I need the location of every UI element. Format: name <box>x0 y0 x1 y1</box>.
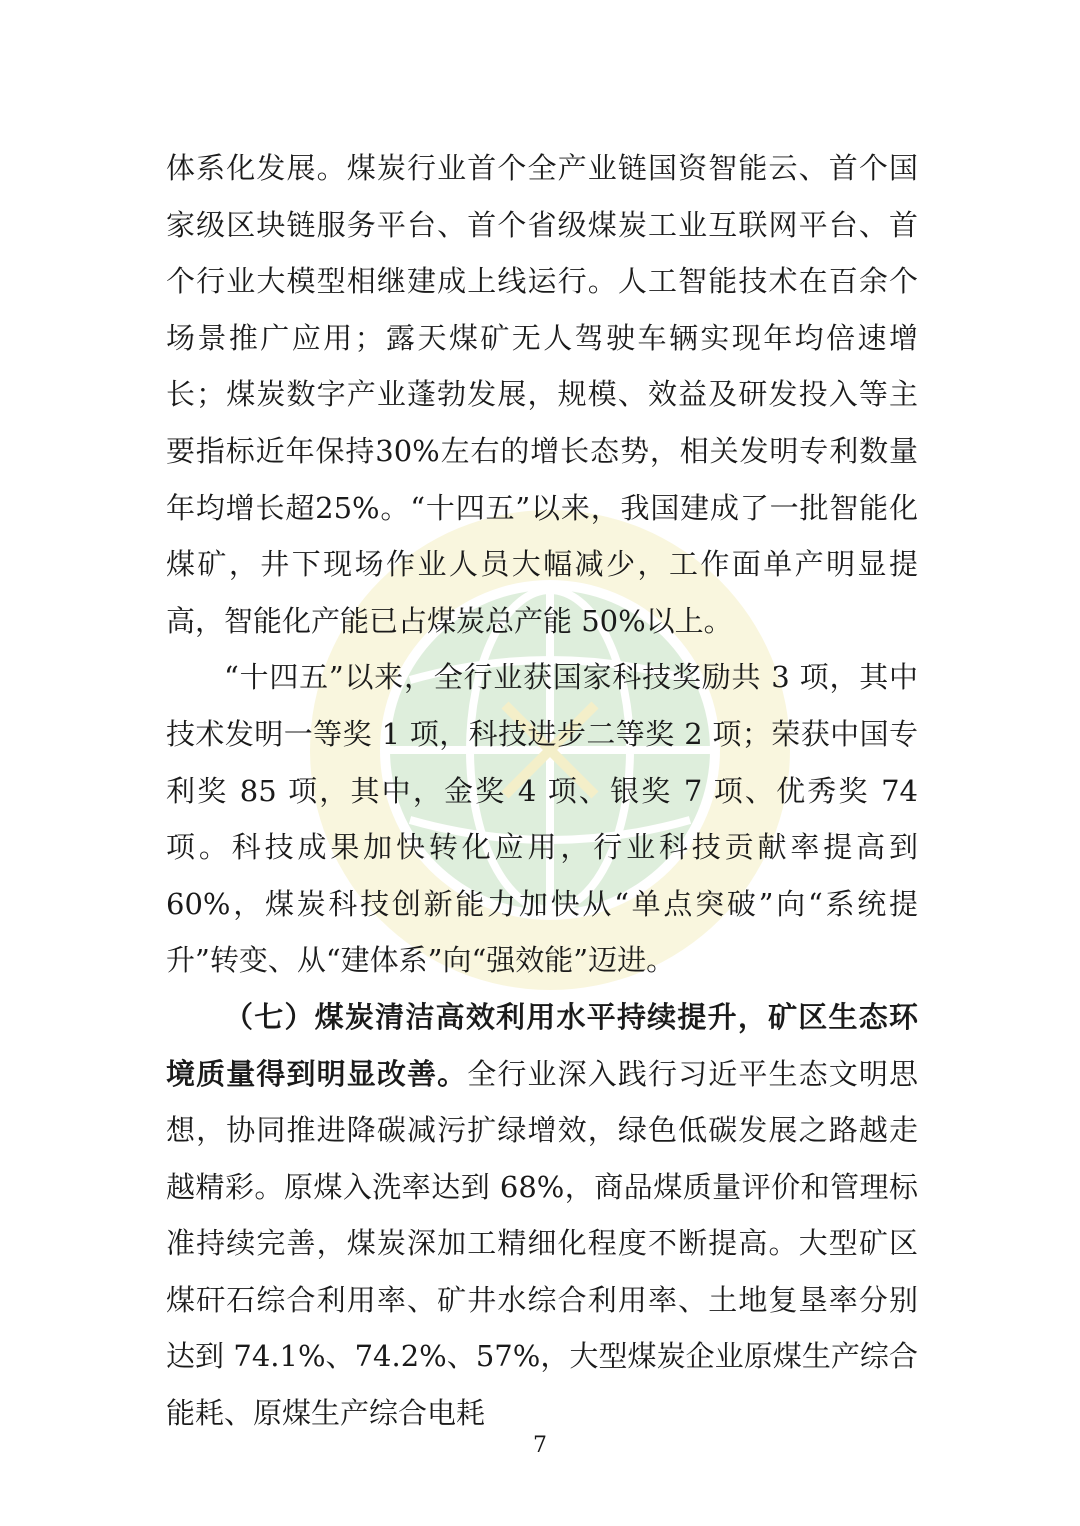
paragraph-3-text: 全行业深入践行习近平生态文明思想，协同推进降碳减污扩绿增效，绿色低碳发展之路越走越精彩。原煤入洗率达到 68%，商品煤质量评价和管理标准持续完善，煤炭深加工精细化程度不断提高。大型矿区煤矸石综合利用率、矿井水综合利用率、土地复垦率分别达到 74.1%、74.2%、57%，大型煤炭企业原煤生产综合能耗、原煤生产综合电耗 <box>166 1056 918 1431</box>
document-body <box>166 140 918 1442</box>
paragraph-2: “十四五”以来，全行业获国家科技奖励共 3 项，其中技术发明一等奖 1 项，科技进步二等奖 2 项；荣获中国专利奖 85 项，其中，金奖 4 项、银奖 7 项、优秀奖 74 项。科技成果加快转化应用，行业科技贡献率提高到 60%，煤炭科技创新能力加快从“单点突破”向“系统提升”转变、从“建体系”向“强效能”迈进。 <box>166 660 918 978</box>
page-number: 7 <box>533 1433 547 1458</box>
paragraph-3 <box>166 989 918 1442</box>
section-heading: （七）煤炭清洁高效利用水平持续提升，矿区生态环境质量得到明显改善。 <box>166 999 918 1091</box>
paragraph-1: 体系化发展。煤炭行业首个全产业链国资智能云、首个国家级区块链服务平台、首个省级煤炭工业互联网平台、首个行业大模型相继建成上线运行。人工智能技术在百余个场景推广应用；露天煤矿无人驾驶车辆实现年均倍速增长；煤炭数字产业蓬勃发展，规模、效益及研发投入等主要指标近年保持30%左右的增长态势，相关发明专利数量年均增长超25%。“十四五”以来，我国建成了一批智能化煤矿，井下现场作业人员大幅减少，工作面单产明显提高，智能化产能已占煤炭总产能 50%以上。 <box>166 151 918 638</box>
